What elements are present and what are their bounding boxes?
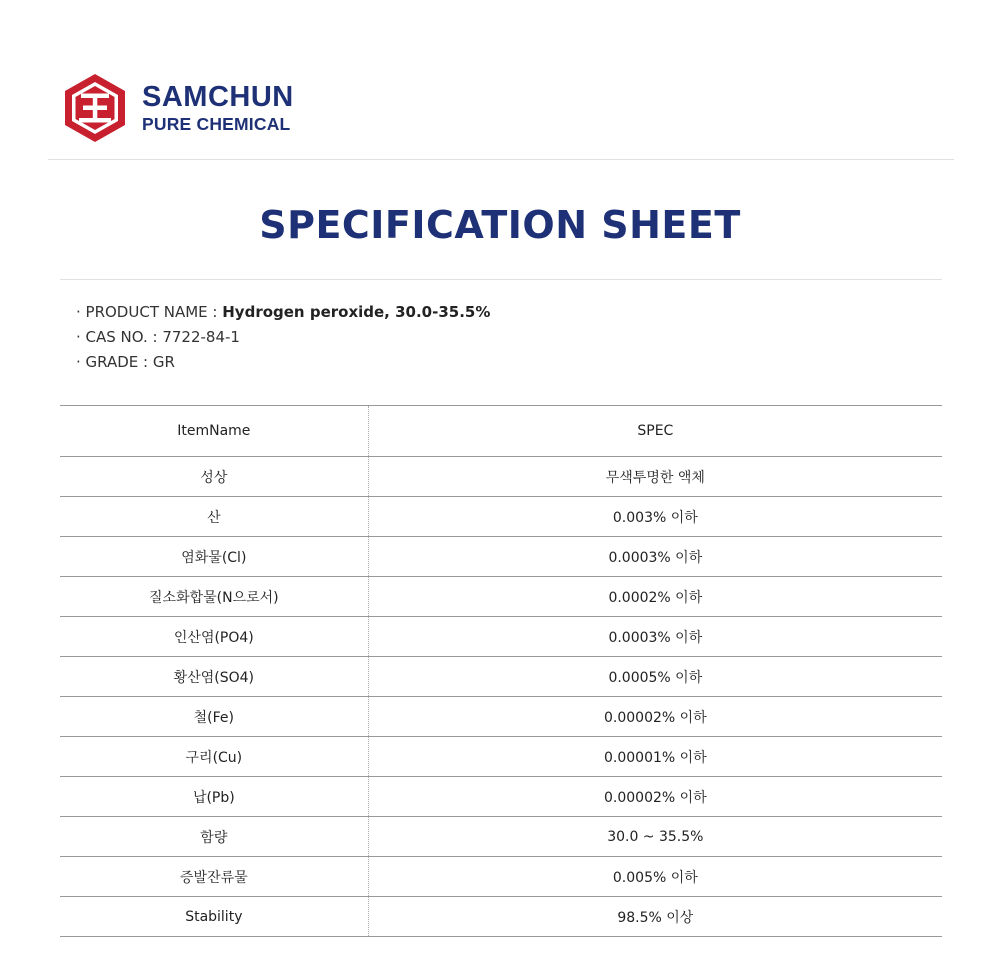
table-header-row: [60, 406, 942, 457]
table-row: [60, 897, 942, 937]
table-row: [60, 857, 942, 897]
item-name-cell: 염화물(Cl): [60, 537, 368, 577]
table-row: [60, 537, 942, 577]
spec-cell: 30.0 ~ 35.5%: [368, 817, 942, 857]
logo-wordmark-secondary: PURE CHEMICAL: [142, 113, 291, 134]
item-name-cell: 구리(Cu): [60, 737, 368, 777]
product-info: [76, 300, 490, 375]
spec-cell: 0.00001% 이하: [368, 737, 942, 777]
spec-cell: 98.5% 이상: [368, 897, 942, 937]
item-name-cell: 질소화합물(N으로서): [60, 577, 368, 617]
header-item-name: ItemName: [60, 406, 368, 457]
item-name-cell: 함량: [60, 817, 368, 857]
company-logo: [62, 72, 302, 144]
table-row: [60, 697, 942, 737]
samchun-logo-mark-icon: [62, 72, 128, 144]
spec-cell: 0.005% 이하: [368, 857, 942, 897]
spec-cell: 0.0002% 이하: [368, 577, 942, 617]
item-name-cell: 인산염(PO4): [60, 617, 368, 657]
table-row: [60, 817, 942, 857]
spec-cell: 0.00002% 이하: [368, 697, 942, 737]
product-name-label: · PRODUCT NAME :: [76, 303, 223, 321]
title-divider: [60, 279, 942, 280]
item-name-cell: Stability: [60, 897, 368, 937]
cas-number-row: [76, 325, 490, 350]
item-name-cell: 납(Pb): [60, 777, 368, 817]
grade-label: · GRADE :: [76, 353, 153, 371]
spec-cell: 0.0003% 이하: [368, 537, 942, 577]
cas-number-value: 7722-84-1: [162, 328, 240, 346]
spec-cell: 0.0005% 이하: [368, 657, 942, 697]
item-name-cell: 성상: [60, 457, 368, 497]
table-row: [60, 457, 942, 497]
spec-cell: 0.00002% 이하: [368, 777, 942, 817]
table-row: [60, 657, 942, 697]
table-row: [60, 497, 942, 537]
page-title: SPECIFICATION SHEET: [259, 203, 741, 247]
header-divider: [48, 159, 954, 160]
table-row: [60, 617, 942, 657]
item-name-cell: 황산염(SO4): [60, 657, 368, 697]
grade-value: GR: [152, 353, 175, 371]
product-name-value: Hydrogen peroxide, 30.0-35.5%: [222, 303, 491, 321]
item-name-cell: 증발잔류물: [60, 857, 368, 897]
table-row: [60, 737, 942, 777]
grade-row: [76, 350, 490, 375]
spec-cell: 0.003% 이하: [368, 497, 942, 537]
logo-wordmark-primary: SAMCHUN: [142, 80, 294, 113]
header-spec: SPEC: [368, 406, 942, 457]
cas-number-label: · CAS NO. :: [76, 328, 163, 346]
item-name-cell: 철(Fe): [60, 697, 368, 737]
spec-cell: 0.0003% 이하: [368, 617, 942, 657]
item-name-cell: 산: [60, 497, 368, 537]
table-row: [60, 577, 942, 617]
spec-cell: 무색투명한 액체: [368, 457, 942, 497]
specification-table: [60, 405, 942, 937]
table-row: [60, 777, 942, 817]
product-name-row: [76, 300, 490, 325]
